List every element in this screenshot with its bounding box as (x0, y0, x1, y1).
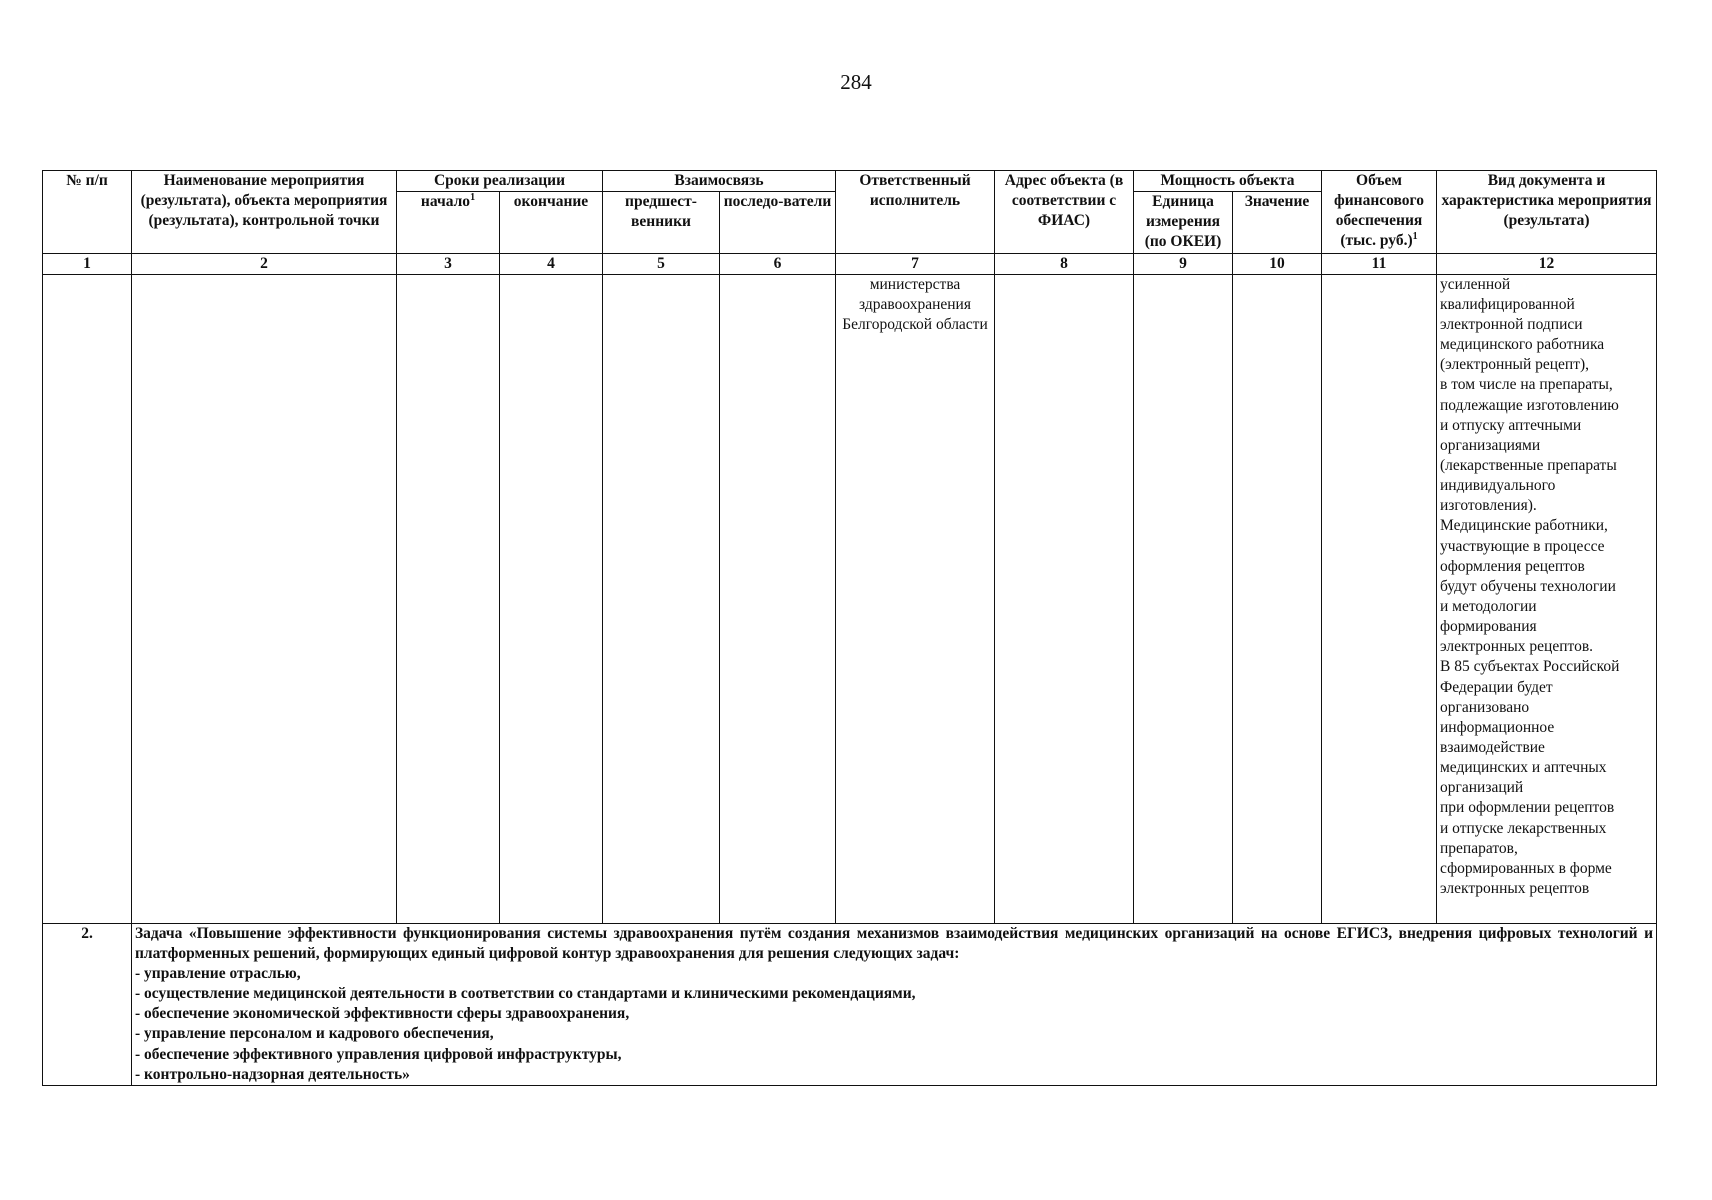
column-index: 5 (603, 253, 720, 274)
description-line: формирования (1440, 618, 1537, 636)
task-intro: Задача «Повышение эффективности функционирования системы здравоохранения путём создания механизмов взаимодействия медицинских организаций на основе ЕГИСЗ, внедрения цифровых технологий и платформенных решений, формирующих единый цифровой контур здравоохранения для решения следующих задач: (135, 924, 1653, 962)
cell-empty (500, 274, 603, 923)
header-unit: Единица измерения (по ОКЕИ) (1134, 192, 1233, 253)
header-value: Значение (1233, 192, 1322, 253)
description-line: организовано (1440, 698, 1530, 716)
column-index: 11 (1322, 253, 1437, 274)
header-predecessors: предшест-венники (603, 192, 720, 253)
column-index: 8 (995, 253, 1134, 274)
column-index: 4 (500, 253, 603, 274)
task-text (132, 923, 1657, 1085)
description-line: В 85 субъектах Российской (1440, 658, 1620, 676)
cell-empty (995, 274, 1134, 923)
column-index-row (43, 253, 1657, 274)
description-line: организациями (1440, 436, 1541, 454)
column-index: 3 (397, 253, 500, 274)
cell-empty (1233, 274, 1322, 923)
task-item: - управление отраслью, (135, 964, 301, 982)
task-items (135, 964, 1653, 1085)
header-finance (1322, 171, 1437, 254)
header-start-note: 1 (470, 191, 476, 203)
description-line: подлежащие изготовлению (1440, 396, 1619, 414)
cell-empty (397, 274, 500, 923)
description-line: в том числе на препараты, (1440, 376, 1613, 394)
task-item: - обеспечение эффективного управления цифровой инфраструктуры, (135, 1045, 622, 1063)
column-index: 9 (1134, 253, 1233, 274)
cell-empty (1322, 274, 1437, 923)
description-line: индивидуального (1440, 477, 1556, 495)
plan-table (42, 170, 1657, 1086)
description-lines (1440, 275, 1653, 899)
description-line: и отпуску аптечными (1440, 416, 1582, 434)
column-index: 10 (1233, 253, 1322, 274)
header-relation: Взаимосвязь (603, 171, 836, 192)
description-line: при оформлении рецептов (1440, 799, 1615, 817)
cell-empty (1134, 274, 1233, 923)
description-line: электронной подписи (1440, 315, 1583, 333)
description-line: усиленной (1440, 275, 1511, 293)
task-number: 2. (43, 923, 132, 1085)
table-header (43, 171, 1657, 254)
description-line: взаимодействие (1440, 738, 1545, 756)
column-index: 2 (132, 253, 397, 274)
description-line: оформления рецептов (1440, 557, 1585, 575)
task-item: - управление персоналом и кадрового обеспечения, (135, 1025, 494, 1043)
description-line: организаций (1440, 779, 1524, 797)
table-row (43, 274, 1657, 923)
header-finance-label: Объем финансового обеспечения (тыс. руб.) (1334, 172, 1424, 250)
header-successors: последо-ватели (720, 192, 836, 253)
cell-empty (43, 274, 132, 923)
page-number: 284 (840, 70, 872, 94)
description-line: изготовления). (1440, 497, 1537, 515)
header-end: окончание (500, 192, 603, 253)
description-line: и методологии (1440, 597, 1537, 615)
header-terms: Сроки реализации (397, 171, 603, 192)
task-item: - обеспечение экономической эффективности сферы здравоохранения, (135, 1005, 630, 1023)
description-cell (1437, 274, 1657, 923)
header-doc-type: Вид документа и характеристика мероприятия (результата) (1437, 171, 1657, 254)
task-item: - осуществление медицинской деятельности в соответствии со стандартами и клиническими рекомендациями, (135, 985, 916, 1003)
description-line: (лекарственные препараты (1440, 456, 1617, 474)
description-line: электронных рецептов. (1440, 638, 1594, 656)
header-number: № п/п (43, 171, 132, 254)
header-start (397, 192, 500, 253)
description-line: Медицинские работники, (1440, 517, 1608, 535)
description-line: Федерации будет (1440, 678, 1553, 696)
description-line: сформированных в форме (1440, 859, 1612, 877)
description-line: препаратов, (1440, 839, 1518, 857)
description-line: (электронный рецепт), (1440, 356, 1590, 374)
responsible-cell: министерства здравоохранения Белгородской области (836, 274, 995, 923)
cell-empty (132, 274, 397, 923)
header-capacity: Мощность объекта (1134, 171, 1322, 192)
header-responsible: Ответственный исполнитель (836, 171, 995, 254)
header-address: Адрес объекта (в соответствии с ФИАС) (995, 171, 1134, 254)
description-line: квалифицированной (1440, 295, 1575, 313)
cell-empty (720, 274, 836, 923)
task-item: - контрольно-надзорная деятельность» (135, 1065, 410, 1083)
description-line: информационное (1440, 718, 1555, 736)
column-index: 6 (720, 253, 836, 274)
description-line: медицинских и аптечных (1440, 759, 1607, 777)
description-line: медицинского работника (1440, 336, 1605, 354)
description-line: будут обучены технологии (1440, 577, 1616, 595)
column-index: 12 (1437, 253, 1657, 274)
column-index: 7 (836, 253, 995, 274)
column-index: 1 (43, 253, 132, 274)
cell-empty (603, 274, 720, 923)
description-line: участвующие в процессе (1440, 537, 1605, 555)
header-finance-note: 1 (1412, 231, 1418, 243)
header-start-label: начало (420, 193, 471, 211)
task-row (43, 923, 1657, 1085)
header-name: Наименование мероприятия (результата), объекта мероприятия (результата), контрольной точки (132, 171, 397, 254)
description-line: и отпуске лекарственных (1440, 819, 1607, 837)
description-line: электронных рецептов (1440, 879, 1590, 897)
